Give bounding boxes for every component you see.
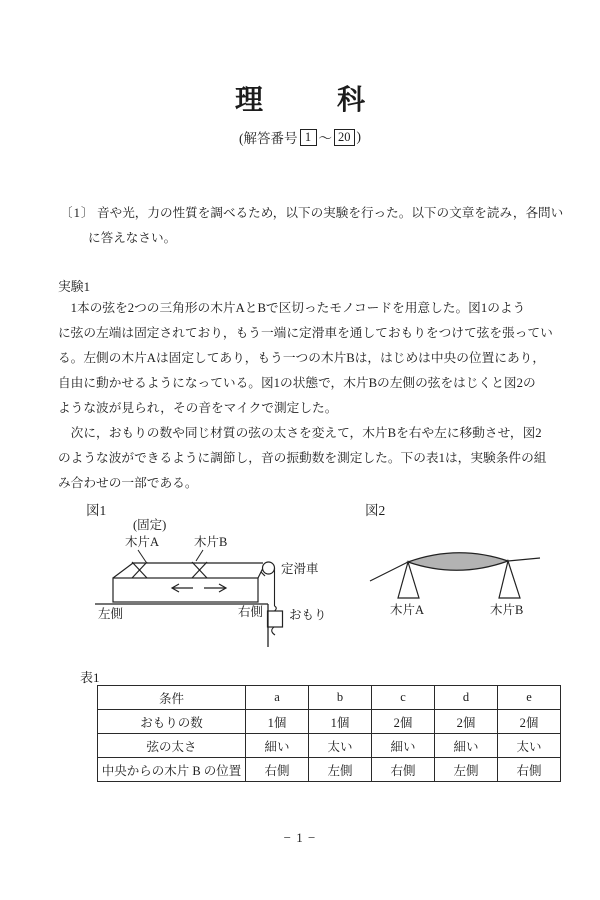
page-number: − 1 − — [283, 830, 317, 845]
problem-statement — [60, 201, 564, 251]
answer-number-box-first: 1 — [300, 129, 317, 146]
value-cell: 左側 — [435, 758, 498, 782]
value-cell: 左側 — [309, 758, 372, 782]
table-row — [98, 758, 561, 782]
value-cell: 2個 — [372, 710, 435, 734]
weight-bottom-hook — [272, 627, 275, 635]
text-line: のような波ができるように調節し，音の振動数を測定した。下の表1は，実験条件の組 — [58, 451, 547, 465]
figure1-label: 図1 — [86, 503, 107, 518]
header-cell: b — [309, 686, 372, 710]
answer-note-suffix: ) — [356, 129, 361, 144]
header-cell: d — [435, 686, 498, 710]
answer-note-prefix: (解答番号 — [239, 131, 298, 146]
value-cell: 細い — [435, 734, 498, 758]
text-line: ような波が見られ，その音をマイクで測定した。 — [58, 401, 338, 415]
value-cell: 太い — [309, 734, 372, 758]
figure1-left-label: 左側 — [98, 607, 124, 621]
header-cell: e — [498, 686, 561, 710]
text-line: る。左側の木片Aは固定してあり，もう一つの木片Bは，はじめは中央の位置にあり， — [58, 351, 546, 365]
value-cell: 2個 — [498, 710, 561, 734]
figure1-right-label: 右側 — [238, 605, 264, 619]
text-line: み合わせの一部である。 — [58, 476, 198, 490]
experiment-paragraph-2 — [58, 421, 558, 496]
value-cell: 右側 — [498, 758, 561, 782]
leader-line-b — [196, 550, 203, 561]
text-line: 自由に動かせるようになっている。図1の状態で，木片Bの左側の弦をはじくと図2の — [58, 376, 536, 390]
value-cell: 右側 — [246, 758, 309, 782]
weight-top-hook — [275, 606, 277, 611]
figure2-block-a-label: 木片A — [390, 603, 425, 617]
figure1-fixed-label: (固定) — [133, 518, 167, 532]
page-title — [0, 78, 600, 118]
bridge-a — [132, 562, 147, 578]
row-label-cell: おもりの数 — [98, 710, 246, 734]
bridge-a — [398, 562, 419, 598]
string-left-segment — [370, 562, 408, 581]
value-cell: 右側 — [372, 758, 435, 782]
value-cell: 細い — [372, 734, 435, 758]
experiment-paragraph-1 — [58, 296, 558, 421]
bridge-b — [192, 562, 207, 578]
table-row — [98, 734, 561, 758]
table-row — [98, 710, 561, 734]
figure1-weight-label: おもり — [289, 608, 327, 622]
weight-icon — [268, 611, 283, 627]
answer-note-tilde: ～ — [318, 131, 332, 146]
row-label-cell: 中央からの木片 B の位置 — [98, 758, 246, 782]
figure1-block-b-label: 木片B — [194, 535, 228, 549]
title-char-left: 理 — [234, 85, 263, 116]
value-cell: 2個 — [435, 710, 498, 734]
text-line: 次に，おもりの数や同じ材質の弦の太さを変えて，木片Bを右や左に移動させ，図2 — [58, 426, 542, 440]
leader-line-a — [138, 550, 146, 562]
problem-number: 〔1〕 — [60, 206, 95, 220]
box-left-edge — [113, 563, 133, 578]
table1-label: 表1 — [80, 670, 100, 685]
pulley-icon — [263, 562, 275, 574]
value-cell: 太い — [498, 734, 561, 758]
figure1-pulley-label: 定滑車 — [281, 562, 319, 576]
conditions-table — [97, 685, 561, 782]
figure2-vibration-diagram — [360, 500, 545, 625]
vibration-lens — [408, 553, 508, 571]
table-header-row — [98, 686, 561, 710]
problem-text-line2: に答えなさい。 — [88, 231, 177, 245]
problem-text-line1: 音や光，力の性質を調べるため，以下の実験を行った。以下の文章を読み，各問い — [97, 206, 564, 220]
text-line: 1本の弦を2つの三角形の木片AとBで区切ったモノコードを用意した。図1のよう — [58, 301, 526, 315]
bridge-b — [499, 561, 520, 598]
monochord-box — [113, 578, 258, 602]
value-cell: 1個 — [246, 710, 309, 734]
figure2-block-b-label: 木片B — [490, 603, 524, 617]
header-cell: 条件 — [98, 686, 246, 710]
row-label-cell: 弦の太さ — [98, 734, 246, 758]
answer-number-box-last: 20 — [334, 129, 355, 146]
title-char-right: 科 — [337, 85, 366, 116]
answer-number-note — [0, 127, 600, 147]
text-line: に弦の左端は固定されており，もう一端に定滑車を通しておもりをつけて弦を張ってい — [58, 326, 553, 340]
experiment-heading: 実験1 — [58, 280, 90, 294]
header-cell: c — [372, 686, 435, 710]
string-right-segment — [508, 558, 540, 561]
value-cell: 細い — [246, 734, 309, 758]
value-cell: 1個 — [309, 710, 372, 734]
figure2-label: 図2 — [365, 503, 386, 518]
header-cell: a — [246, 686, 309, 710]
figure1-monochord-diagram — [80, 500, 352, 648]
figure1-block-a-label: 木片A — [125, 535, 160, 549]
